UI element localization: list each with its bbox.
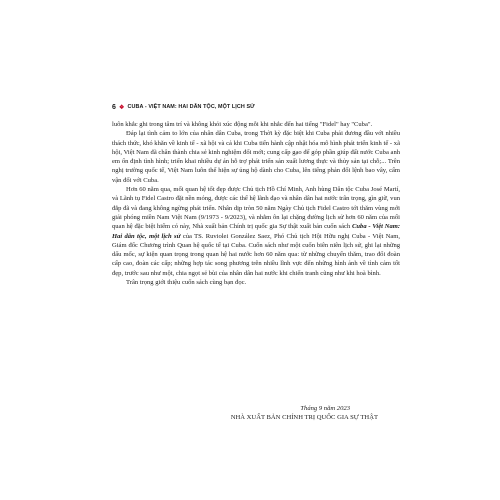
book-page <box>112 0 400 500</box>
running-title: CUBA - VIỆT NAM: HAI DÂN TỘC, MỘT LỊCH SỬ <box>127 104 255 110</box>
page-number: 6 <box>112 103 116 111</box>
body-text <box>112 120 400 287</box>
paragraph-3-start: Hơn 60 năm qua, mối quan hệ tốt đẹp được Chủ tịch Hồ Chí Minh, Anh hùng Dân tộc Cuba José Martí, và Lãnh tụ Fidel Castro đặt nền móng, được các thế hệ lãnh đạo và nhân dân hai nước trân trọng, gìn giữ, vun đắp đã và đang không ngừng phát triển. Nhân dịp tròn 50 năm Ngày Chủ tịch Fidel Castro tới thăm vùng mới giải phóng miền Nam Việt Nam (9/1973 - 9/2023), và nhằm ôn lại chặng đường lịch sử hơn 60 năm của mối quan hệ đặc biệt hiếm có này, Nhà xuất bản Chính trị quốc gia Sự thật xuất bản cuốn sách <box>112 186 400 231</box>
running-header <box>112 102 400 112</box>
diamond-bullet-icon: ❖ <box>119 104 125 111</box>
publisher-name: NHÀ XUẤT BẢN CHÍNH TRỊ QUỐC GIA SỰ THẬT <box>230 414 378 421</box>
paragraph-2: Đáp lại tình cảm to lớn của nhân dân Cuba, trong Thời kỳ đặc biệt khi Cuba phải đương đầu với nhiều thách thức, khó khăn về kinh tế - xã hội và cả khi Cuba tiến hành cập nhật hóa mô hình phát triển kinh tế - xã hội, Việt Nam đã chân thành chia sẻ kinh nghiệm đổi mới; cung cấp gạo để góp phần giúp đất nước Cuba anh em ổn định tình hình; triển khai nhiều dự án hỗ trợ phát triển sản xuất lương thực và thủy sản tại chỗ;... Trên nghị trường quốc tế, Việt Nam luôn thể hiện sự ủng hộ dành cho Cuba, lên tiếng phản đối lệnh bao vây, cấm vận đối với Cuba. <box>112 130 400 184</box>
paragraph-4: Trân trọng giới thiệu cuốn sách cùng bạn đọc. <box>126 279 247 287</box>
date-line: Tháng 9 năm 2023 <box>300 405 350 412</box>
paragraph-3-end: của TS. Ruviolei González Saez, Phó Chủ tịch Hội Hữu nghị Cuba - Việt Nam, Giám đốc Chương trình Quan hệ quốc tế tại Cuba. Cuốn sách như một cuốn biên niên lịch sử, ghi lại những dấu mốc, sự kiện quan trọng trong quan hệ hai nước hơn 60 năm qua: từ những chuyến thăm, trao đổi đoàn cấp cao, đoàn các cấp; những hợp tác song phương trên nhiều lĩnh vực đến những hình ảnh về tình cảm tốt đẹp, trước sau như một, chia ngọt sẻ bùi của nhân dân hai nước khi chiến tranh cũng như khi hoà bình. <box>112 232 401 277</box>
paragraph-3 <box>112 185 400 278</box>
paragraph-1: luôn khắc ghi trong tâm trí và không khỏi xúc động mỗi khi nhắc đến hai tiếng "Fidel" hay "Cuba". <box>112 121 373 128</box>
book-title: Cuba - Việt Nam: Hai dân tộc, một lịch sử <box>112 223 401 240</box>
